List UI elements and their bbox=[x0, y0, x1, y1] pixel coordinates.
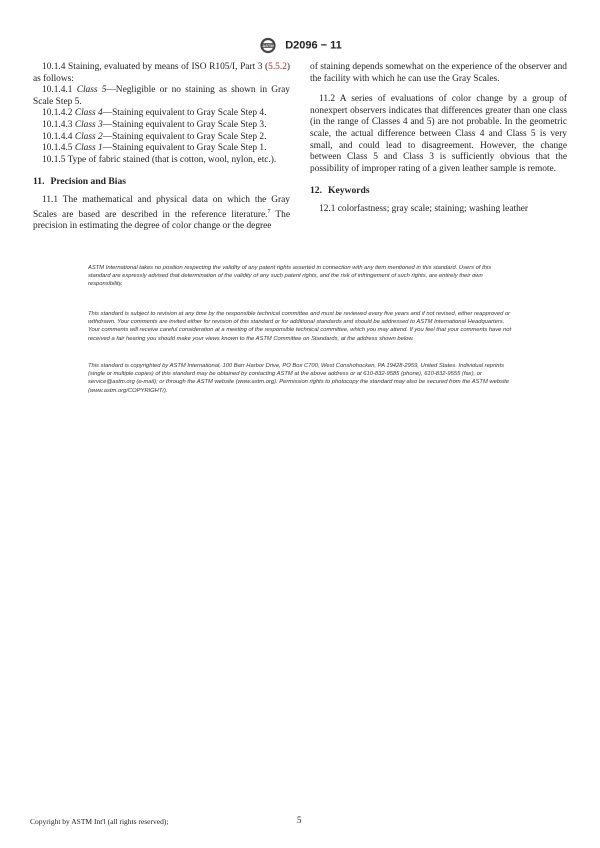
page-number: 5 bbox=[297, 815, 302, 825]
paragraph-10-1-4-4: 10.1.4.4 Class 2—Staining equivalent to Gray Scale Step 2. bbox=[42, 131, 267, 142]
paragraph-11-1-continued: of staining depends somewhat on the experience of the observer and the facility with which he can use the Gray Scales. bbox=[310, 62, 567, 84]
paragraph-10-1-4-1: 10.1.4.1 Class 5—Negligible or no staining as shown in Gray Scale Step 5. bbox=[33, 85, 290, 107]
paragraph-10-1-4-2: 10.1.4.2 Class 4—Staining equivalent to Gray Scale Step 4. bbox=[42, 108, 267, 119]
astm-logo-icon bbox=[258, 37, 278, 54]
section-link-5-5-2[interactable]: 5.5.2 bbox=[268, 62, 287, 72]
paragraph-10-1-4-5: 10.1.4.5 Class 1—Staining equivalent to Gray Scale Step 1. bbox=[42, 143, 267, 154]
paragraph-11-1: 11.1 The mathematical and physical data on which the Gray Scales are based are described in the reference literature.$^7$ The precision in estimating the degree of color change or the degree bbox=[33, 194, 290, 232]
paragraph-10-1-4-3: 10.1.4.3 Class 3—Staining equivalent to Gray Scale Step 3. bbox=[42, 119, 267, 130]
paragraph-12-1: 12.1 colorfastness; gray scale; staining; washing leather bbox=[319, 203, 529, 214]
section-heading-12: 12. Keywords bbox=[310, 185, 370, 197]
paragraph-10-1-5: 10.1.5 Type of fabric stained (that is cotton, wool, nylon, etc.). bbox=[42, 154, 277, 165]
document-id: D2096 − 11 bbox=[285, 39, 342, 52]
patent-notice: ASTM International takes no position respecting the validity of any patent rights asserted in connection with any item mentioned in this standard. Users of this standard are expressly advised that determination of the validity of any such patent rights, and the risk of infringement of such rights, are entirely their own responsibility. bbox=[88, 265, 492, 288]
footer-copyright: Copyright by ASTM Int'l (all rights reserved); bbox=[30, 817, 169, 826]
section-heading-11: 11. Precision and Bias bbox=[33, 176, 126, 188]
revision-notice: This standard is subject to revision at any time by the responsible technical committee and must be reviewed every five years and if not revised, either reapproved or withdrawn. Your comments are invited either for revision of this standard or for additional standards and should be addressed to ASTM International Headquarters. Your comments will receive careful consideration at a meeting of the responsible technical committee, which you may attend. If you feel that your comments have not received a fair hearing you should make your views known to the ASTM Committee on Standards, at the address shown below. bbox=[88, 311, 512, 342]
paragraph-10-1-4: 10.1.4 Staining, evaluated by means of ISO R105/I, Part 3 (5.5.2) as follows: bbox=[33, 62, 290, 84]
page-header bbox=[0, 36, 600, 54]
right-column bbox=[310, 62, 567, 216]
left-column bbox=[33, 62, 290, 233]
footnote-ref: 7 bbox=[267, 208, 271, 215]
copyright-notice: This standard is copyrighted by ASTM International, 100 Barr Harbor Drive, PO Box C700, West Conshohocken, PA 19428-2959, United States. Individual reprints (single or multiple copies) of this standard may be obtained by contacting ASTM at the above address or at 610-832-9585 (phone), 610-832-9555 (fax), or service@astm.org (e-mail); or through the ASTM website (www.astm.org). Permission rights to photocopy the standard may also be secured from the ASTM website (www.astm.org/COPYRIGHT/). bbox=[88, 363, 510, 394]
svg-text:ASTM: ASTM bbox=[262, 42, 274, 48]
paragraph-11-2: 11.2 A series of evaluations of color change by a group of nonexpert observers indicates that differences greater than one class (in the range of Classes 4 and 5) are not probable. In the geometric scale, the actual difference between Class 4 and Class 5 is very small, and could lead to disagreement. However, the change between Class 5 and Class 3 is sufficiently obvious that the possibility of improper rating of a given leather sample is remote. bbox=[310, 94, 567, 174]
